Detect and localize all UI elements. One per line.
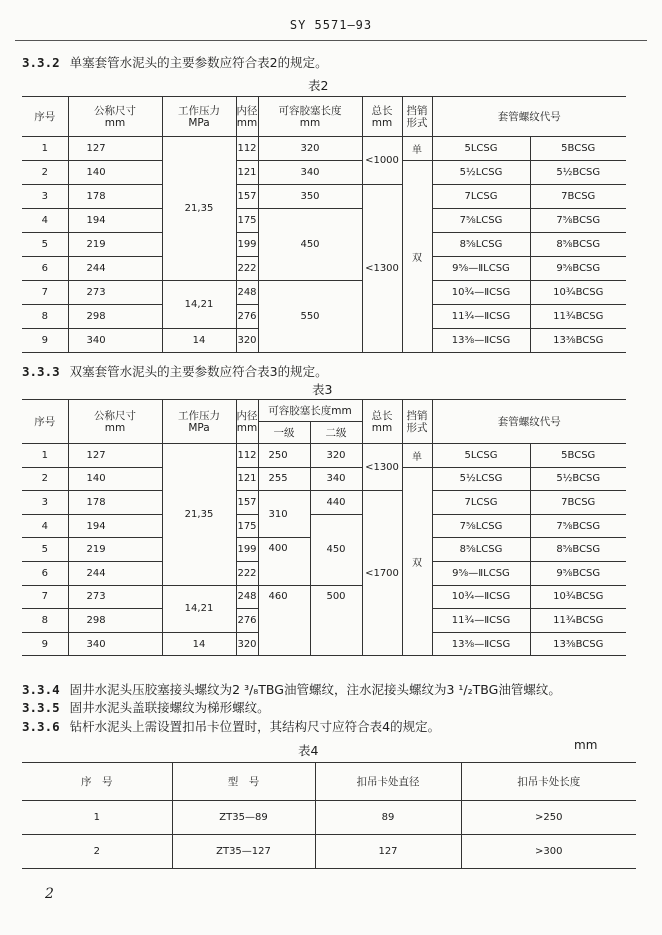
table-row: 7 <box>22 281 68 305</box>
table-3-caption: 表3 <box>312 382 333 397</box>
table-row: 7 <box>22 585 68 609</box>
col-stage-2: 二级 <box>310 422 362 444</box>
clause-3-3-3: 3.3.3 双塞套管水泥头的主要参数应符合表3的规定。 <box>22 364 328 379</box>
col-thread: 套管螺纹代号 <box>432 400 626 444</box>
col-stage-1: 一级 <box>258 422 310 444</box>
col-stop-form: 挡销 形式 <box>402 400 432 444</box>
col-thread: 套管螺纹代号 <box>432 97 626 137</box>
table-row: 1 <box>22 137 68 161</box>
form-double: 双 <box>402 161 432 353</box>
clause-3-3-5: 3.3.5 固井水泥头盖联接螺纹为梯形螺纹。 <box>22 700 270 715</box>
pressure-cell: 21,35 <box>162 444 236 586</box>
col-plug-length: 可容胶塞长度 mm <box>258 97 362 137</box>
total-cell: <1300 <box>362 444 402 491</box>
col-pressure: 工作压力 MPa <box>162 400 236 444</box>
pressure-cell: 14,21 <box>162 585 236 632</box>
pressure-cell: 14,21 <box>162 281 236 329</box>
table-row: 3 <box>22 491 68 515</box>
table-3: 序号 公称尺寸 mm 工作压力 MPa 内径 mm 可容胶塞长度mm 总长 mm 挡销 形式 套管螺纹代号 一级 二级 1 127 21,35 112 250 320 <1300 单 5LCSG 5BCSG 2 140 121 255 340 双 5½LCSG 5½BCSG 3 178 157 310 440 <1700 7LCSG 7BCSG 4 194 175 450 7⅝LCSG 7⅝BCSG 5 219 199 400 8⅝LCSG 8⅝BCSG 6 244 222 9⅝—ⅡLCSG 9⅝BCSG 7 273 14,21 248 460 500 10¾—ⅡCSG 10¾BCSG 8 298 276 11¾—ⅡCSG 11¾BCSG 9 340 14 320 13⅜—ⅡCSG 13⅜BCSG <box>22 399 626 656</box>
pressure-cell: 14 <box>162 632 236 656</box>
table-2-caption: 表2 <box>308 78 329 93</box>
col-plug-length: 可容胶塞长度mm <box>258 400 362 422</box>
table-row: 2 <box>22 835 172 869</box>
col-seq: 序 号 <box>22 763 172 801</box>
col-size: 公称尺寸 mm <box>68 97 162 137</box>
table-2: 序号 公称尺寸 mm 工作压力 MPa 内径 mm 可容胶塞长度 mm 总长 mm 挡销 形式 套管螺纹代号 1 127 21,35 112 320 <1000 单 5LCSG 5BCSG 2 140 121 340 双 5½LCSG 5½BCSG 3 178 157 350 <1300 7LCSG 7BCSG 4 194 175 450 7⅝LCSG 7⅝BCSG 5 219 199 8⅝LCSG 8⅝BCSG 6 244 222 9⅝—ⅡLCSG 9⅝BCSG 7 273 14,21 248 550 10¾—ⅡCSG 10¾BCSG 8 298 276 11¾—ⅡCSG 11¾BCSG 9 340 14 320 13⅜—ⅡCSG 13⅜BCSG <box>22 96 626 353</box>
document-header: SY 5571—93 <box>289 18 373 32</box>
total-cell: <1700 <box>362 491 402 656</box>
table-row: 4 <box>22 209 68 233</box>
table-4-unit: mm <box>574 738 598 752</box>
pressure-cell: 21,35 <box>162 137 236 281</box>
clause-3-3-6: 3.3.6 钻杆水泥头上需设置扣吊卡位置时，其结构尺寸应符合表4的规定。 <box>22 719 441 734</box>
table-row: 4 <box>22 514 68 538</box>
table-row: 6 <box>22 561 68 585</box>
table-row: 2 <box>22 467 68 491</box>
col-total-length: 总长 mm <box>362 400 402 444</box>
col-size: 公称尺寸 mm <box>68 400 162 444</box>
table-row: 9 <box>22 329 68 353</box>
table-4-caption: 表4 <box>298 743 319 758</box>
table-row: 9 <box>22 632 68 656</box>
table-4: 序 号 型 号 扣吊卡处直径 扣吊卡处长度 1 ZT35—89 89 >250 2 ZT35—127 127 >300 <box>22 762 636 869</box>
page-number: 2 <box>45 886 54 902</box>
header-rule <box>15 40 647 41</box>
col-inner-diameter: 内径 mm <box>236 400 258 444</box>
table-row: 2 <box>22 161 68 185</box>
table-row: 5 <box>22 538 68 562</box>
total-cell: <1300 <box>362 185 402 353</box>
form-double: 双 <box>402 467 432 656</box>
col-model: 型 号 <box>172 763 315 801</box>
pressure-cell: 14 <box>162 329 236 353</box>
col-seq: 序号 <box>22 97 68 137</box>
col-total-length: 总长 mm <box>362 97 402 137</box>
table-row: 3 <box>22 185 68 209</box>
table-row: 5 <box>22 233 68 257</box>
clause-3-3-4: 3.3.4 固井水泥头压胶塞接头螺纹为2 ³/₈TBG油管螺纹，注水泥接头螺纹为3 ¹/₂TBG油管螺纹。 <box>22 682 561 697</box>
total-cell: <1000 <box>362 137 402 185</box>
col-pressure: 工作压力 MPa <box>162 97 236 137</box>
col-inner-diameter: 内径 mm <box>236 97 258 137</box>
table-row: 1 <box>22 444 68 468</box>
col-length: 扣吊卡处长度 <box>461 763 636 801</box>
table-row: 6 <box>22 257 68 281</box>
col-stop-form: 挡销 形式 <box>402 97 432 137</box>
col-seq: 序号 <box>22 400 68 444</box>
form-single: 单 <box>402 137 432 161</box>
clause-3-3-2: 3.3.2 单塞套管水泥头的主要参数应符合表2的规定。 <box>22 55 328 70</box>
table-row: 1 <box>22 801 172 835</box>
table-row: 8 <box>22 609 68 633</box>
col-diameter: 扣吊卡处直径 <box>315 763 461 801</box>
form-single: 单 <box>402 444 432 468</box>
table-row: 8 <box>22 305 68 329</box>
